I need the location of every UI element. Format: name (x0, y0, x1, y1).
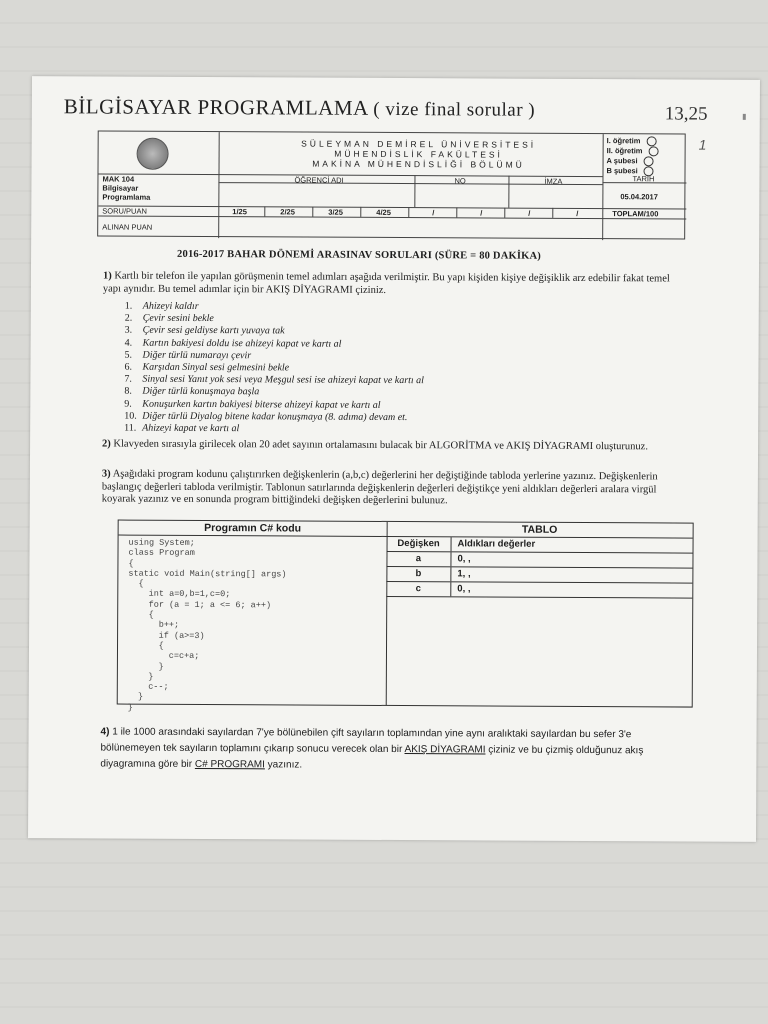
list-item: 2. Çevir sesini bekle (124, 312, 214, 325)
soru-puan-label: SORU/PUAN (102, 206, 147, 216)
ogretim2-label: II. öğretim (606, 146, 643, 156)
code-column (118, 521, 388, 713)
question-4 (100, 724, 680, 775)
question-text: 1 ile 1000 arasındaki sayılardan 7'ye bölünebilen çift sayıların toplamından yine aynı aralıktaki sayılardan bu sefer 3'e bölünemeyen tek sayıların toplamını çıkarıp sonucu verecek olan bir (100, 726, 632, 756)
list-item: 7. Sinyal sesi Yanıt yok sesi veya Meşgul sesi ise ahizeyi kapat ve kartı al (124, 373, 424, 387)
var-name: b (386, 567, 451, 581)
exam-paper (28, 76, 760, 842)
var-name: c (386, 582, 451, 596)
ogretim1-label: I. öğretim (606, 136, 641, 146)
divider (98, 215, 686, 219)
university-logo-icon (137, 138, 169, 170)
handwritten-score: 13,25 (664, 103, 708, 125)
list-item: 9. Konuşurken kartın bakiyesi biterse ahizeyi kapat ve kartı al (124, 398, 381, 411)
list-item: 11. Ahizeyi kapat ve kartı al (124, 422, 240, 435)
divider (414, 175, 415, 207)
var-values[interactable]: 1, , (457, 568, 471, 580)
table-row (386, 567, 692, 584)
title-main: BİLGİSAYAR PROGRAMLAMA (63, 94, 368, 120)
alinan-puan-label: ALINAN PUAN (102, 222, 153, 232)
slash: / (576, 208, 579, 218)
course-name-line1: Bilgisayar (102, 183, 139, 193)
course-code: MAK 104 (102, 174, 135, 184)
divider (218, 132, 220, 238)
list-item: 4. Kartın bakiyesi doldu ise ahizeyi kapat ve kartı al (124, 337, 342, 350)
question-text: Kartlı bir telefon ile yapılan görüşmenin temel adımları aşağıda verilmiştir. Bu yapı kişiden kişiye değişiklik arz edebilir fakat temel yapı aynıdır. Bu temel adımlar için bir AKIŞ DİYAGRAMI çiziniz. (102, 270, 670, 296)
divider (456, 207, 457, 217)
student-no-label: NO (454, 176, 466, 186)
csharp-code: using System; class Program { static void Main(string[] args) { int a=0,b=1,c=0; for (a = 1; a <= 6; a++) { b++; if (a>=3) { c=c+a; } } c--; } } (127, 537, 287, 713)
q4-points: 4/25 (376, 207, 391, 217)
divider (312, 207, 313, 217)
q3-points: 3/25 (328, 207, 343, 217)
divider (508, 176, 509, 208)
divider (360, 207, 361, 217)
var-values[interactable]: 0, , (457, 553, 471, 565)
list-item: 8. Diğer türlü konuşmaya başla (124, 386, 260, 398)
question-number: 2) (102, 438, 111, 450)
table-row (386, 582, 692, 599)
divider (264, 206, 265, 216)
ogretim-options (607, 136, 659, 156)
table-header-row (387, 537, 693, 554)
col-variable: Değişken (387, 537, 452, 551)
divider (552, 208, 553, 218)
list-item: 10. Diğer türlü Diyalog bitene kadar konuşmaya (8. adıma) devam et. (124, 410, 408, 423)
slash: / (480, 208, 483, 218)
signature-label: İMZA (544, 176, 563, 186)
list-item: 1. Ahizeyi kaldır (124, 300, 199, 312)
radio-circle-icon[interactable] (648, 146, 658, 156)
code-table-box (117, 520, 694, 713)
underlined-term: AKIŞ DİYAGRAMI (404, 744, 486, 756)
edge-mark (743, 114, 746, 120)
steps-list (124, 301, 424, 437)
exam-title: 2016-2017 BAHAR DÖNEMİ ARASINAV SORULARI (SÜRE = 80 DAKİKA) (177, 248, 542, 262)
list-item: 5. Diğer türlü numarayı çevir (124, 349, 252, 362)
exam-header-table (97, 130, 707, 239)
code-header: Programın C# kodu (119, 521, 387, 537)
university-line: SÜLEYMAN DEMİREL ÜNİVERSİTESİ (301, 138, 537, 150)
faculty-line: MÜHENDİSLİK FAKÜLTESİ (334, 148, 503, 160)
q1-points: 1/25 (232, 207, 247, 217)
handwritten-mark: 1 (698, 136, 707, 153)
var-values[interactable]: 0, , (457, 583, 471, 595)
divider (408, 207, 409, 217)
question-text: Klavyeden sırasıyla girilecek olan 20 adet sayının ortalamasını bulacak bir ALGORİTMA ve AKIŞ DİYAGRAMI oluşturunuz. (113, 438, 648, 453)
sube-b-label: B şubesi (606, 166, 638, 176)
divider (602, 134, 604, 240)
question-3 (102, 468, 682, 509)
question-number: 3) (101, 468, 111, 480)
question-1 (103, 270, 683, 298)
question-number: 4) (100, 726, 110, 738)
department-line: MAKİNA MÜHENDİSLİĞİ BÖLÜMÜ (312, 158, 525, 170)
university-name (249, 138, 589, 170)
list-item: 6. Karşıdan Sinyal sesi gelmesini bekle (124, 361, 290, 374)
document-title (64, 94, 535, 121)
student-name-label: ÖĞRENCİ ADI (294, 175, 344, 185)
radio-circle-icon[interactable] (646, 136, 656, 146)
divider (504, 208, 505, 218)
course-info (102, 174, 150, 201)
list-item: 3. Çevir sesi geldiyse kartı yuvaya tak (124, 324, 285, 337)
date-label: TARİH (632, 174, 655, 184)
table-title: TABLO (387, 522, 693, 539)
question-text: Aşağıdaki program kodunu çalıştırırken değişkenlerin (a,b,c) değerlerini her değiştiğinde tabloda yerlerine yazınız. Değişkenlerin başlangıç değerleri tabloda verilmiştir. Tablonun satırlarında değişkenlerin değerleri değiştikçe yeni aldıkları değerleri aralara virgül koyarak yazınız ve en sonunda program bittiğindeki değişken değerlerini bulunuz. (101, 468, 658, 507)
divider (98, 205, 686, 209)
answer-table (386, 522, 693, 707)
var-name: a (386, 552, 451, 566)
question-number: 1) (102, 270, 112, 282)
q2-points: 2/25 (280, 207, 295, 217)
slash: / (432, 208, 435, 218)
table-row (386, 552, 692, 569)
total-label: TOPLAM/100 (612, 209, 659, 219)
divider (98, 173, 602, 177)
radio-circle-icon[interactable] (644, 156, 654, 166)
question-text: çiziniz ve bu çizmiş olduğunuz akış diyagramına göre bir (100, 744, 644, 770)
col-values: Aldıkları değerler (457, 538, 536, 550)
question-text: yazınız. (267, 759, 303, 771)
question-2 (102, 438, 682, 454)
slash: / (528, 208, 531, 218)
exam-date: 05.04.2017 (620, 192, 658, 202)
title-sub: ( vize final sorular ) (373, 98, 536, 121)
underlined-term: C# PROGRAMI (194, 758, 265, 771)
course-name-line2: Programlama (102, 192, 151, 202)
sube-a-label: A şubesi (606, 156, 638, 166)
